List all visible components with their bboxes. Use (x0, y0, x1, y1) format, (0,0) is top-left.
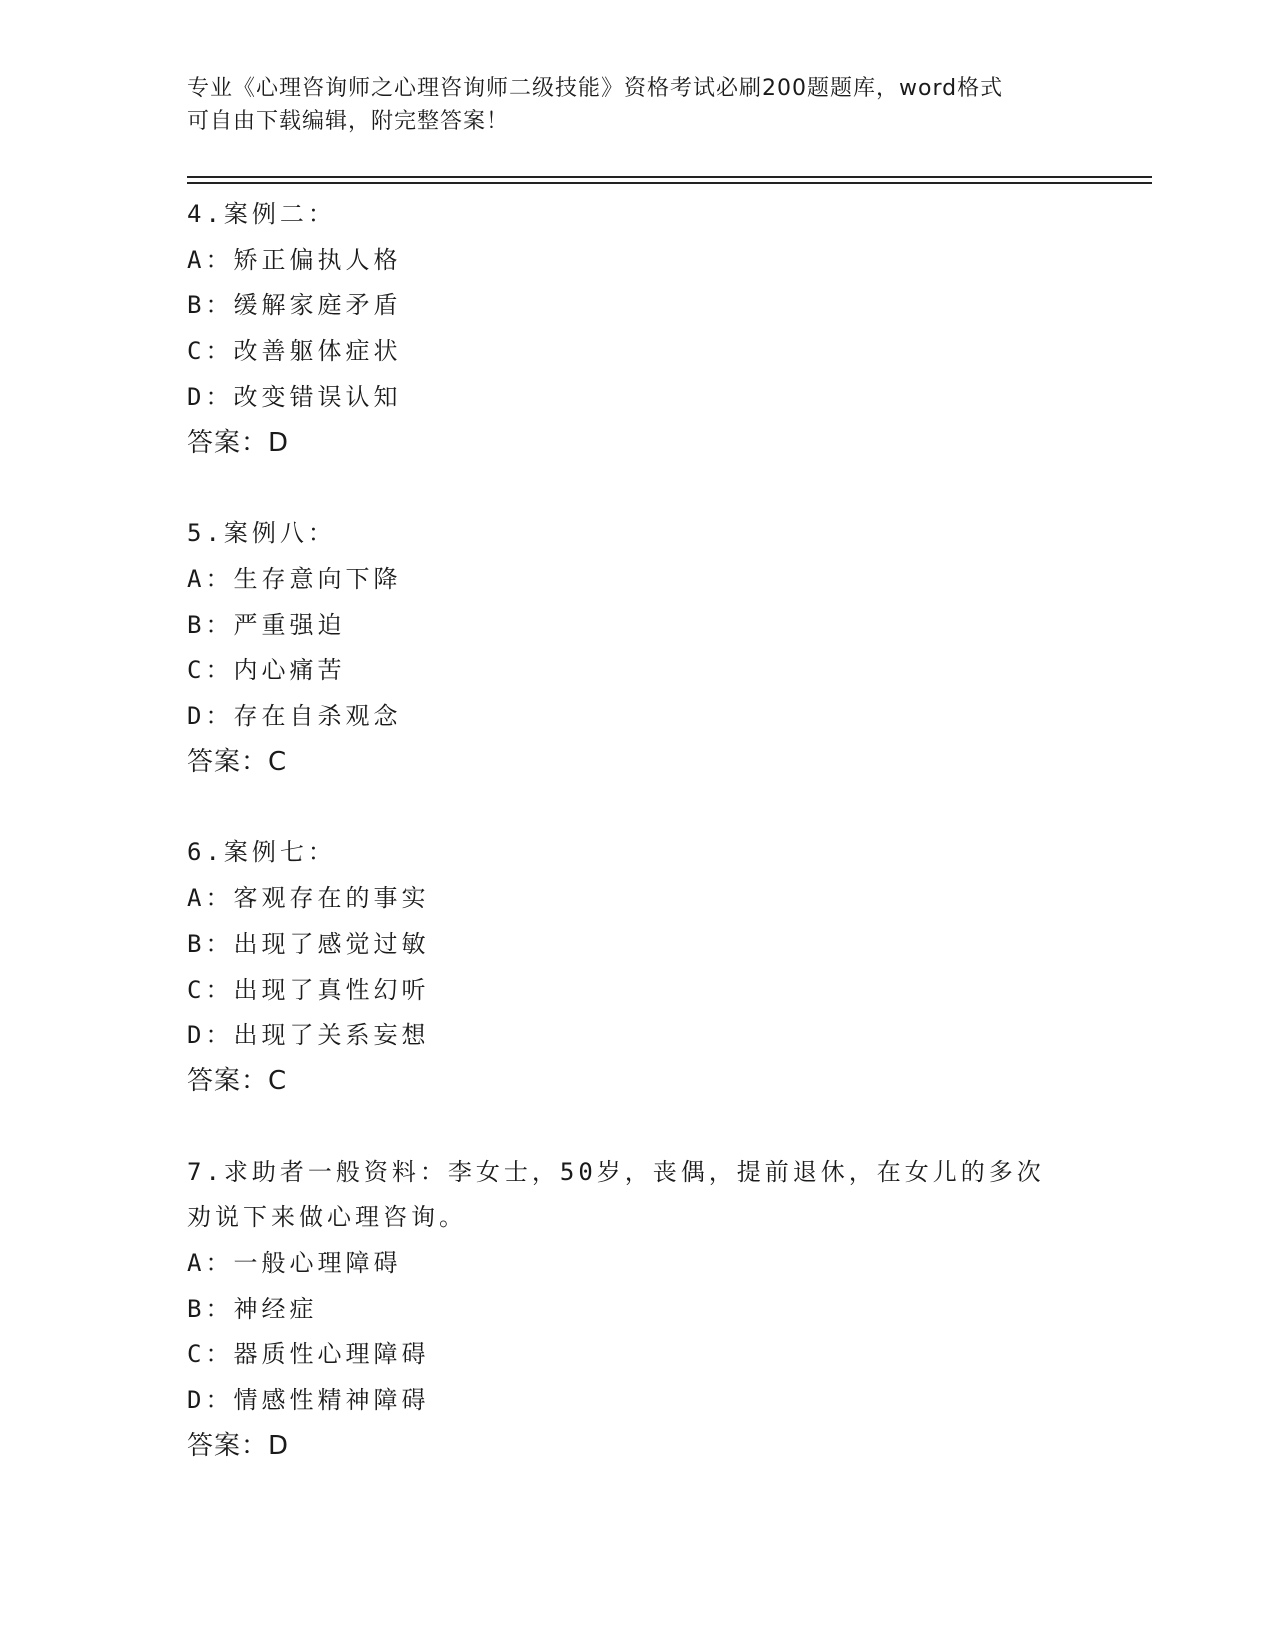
header-line-2: 可自由下载编辑，附完整答案！ (187, 109, 510, 134)
question-4 (187, 192, 1087, 466)
option-c: C：改善躯体症状 (187, 337, 402, 366)
option-d: D：存在自杀观念 (187, 702, 402, 731)
question-stem: 6.案例七： (187, 838, 336, 867)
header-divider-top (187, 176, 1152, 178)
option-d: D：出现了关系妄想 (187, 1021, 430, 1050)
option-d: D：情感性精神障碍 (187, 1386, 430, 1415)
option-b: B：神经症 (187, 1294, 318, 1323)
option-a: A：客观存在的事实 (187, 884, 430, 913)
option-c: C：出现了真性幻听 (187, 975, 430, 1004)
answer-label: 答案：D (187, 1430, 290, 1461)
answer-label: 答案：D (187, 427, 290, 458)
question-6 (187, 830, 1087, 1104)
question-list (187, 192, 1087, 1515)
option-a: A：一般心理障碍 (187, 1249, 402, 1278)
question-5 (187, 511, 1087, 785)
document-header (187, 72, 1087, 138)
option-d: D：改变错误认知 (187, 382, 402, 411)
option-a: A：生存意向下降 (187, 564, 402, 593)
question-stem: 4.案例二： (187, 200, 336, 228)
question-7 (187, 1150, 1087, 1470)
header-divider-bottom (187, 182, 1152, 184)
answer-label: 答案：C (187, 1065, 288, 1096)
answer-label: 答案：C (187, 746, 288, 777)
header-line-1: 专业《心理咨询师之心理咨询师二级技能》资格考试必刷200题题库，word格式 (187, 76, 1004, 101)
option-c: C：内心痛苦 (187, 656, 346, 685)
option-c: C：器质性心理障碍 (187, 1340, 430, 1369)
question-stem: 5.案例八： (187, 519, 336, 548)
question-stem: 7.求助者一般资料：李女士，50岁，丧偶，提前退休，在女儿的多次劝说下来做心理咨询。 (187, 1157, 1045, 1232)
option-a: A：矫正偏执人格 (187, 245, 402, 274)
option-b: B：出现了感觉过敏 (187, 929, 430, 958)
option-b: B：严重强迫 (187, 610, 346, 639)
option-b: B：缓解家庭矛盾 (187, 291, 402, 320)
